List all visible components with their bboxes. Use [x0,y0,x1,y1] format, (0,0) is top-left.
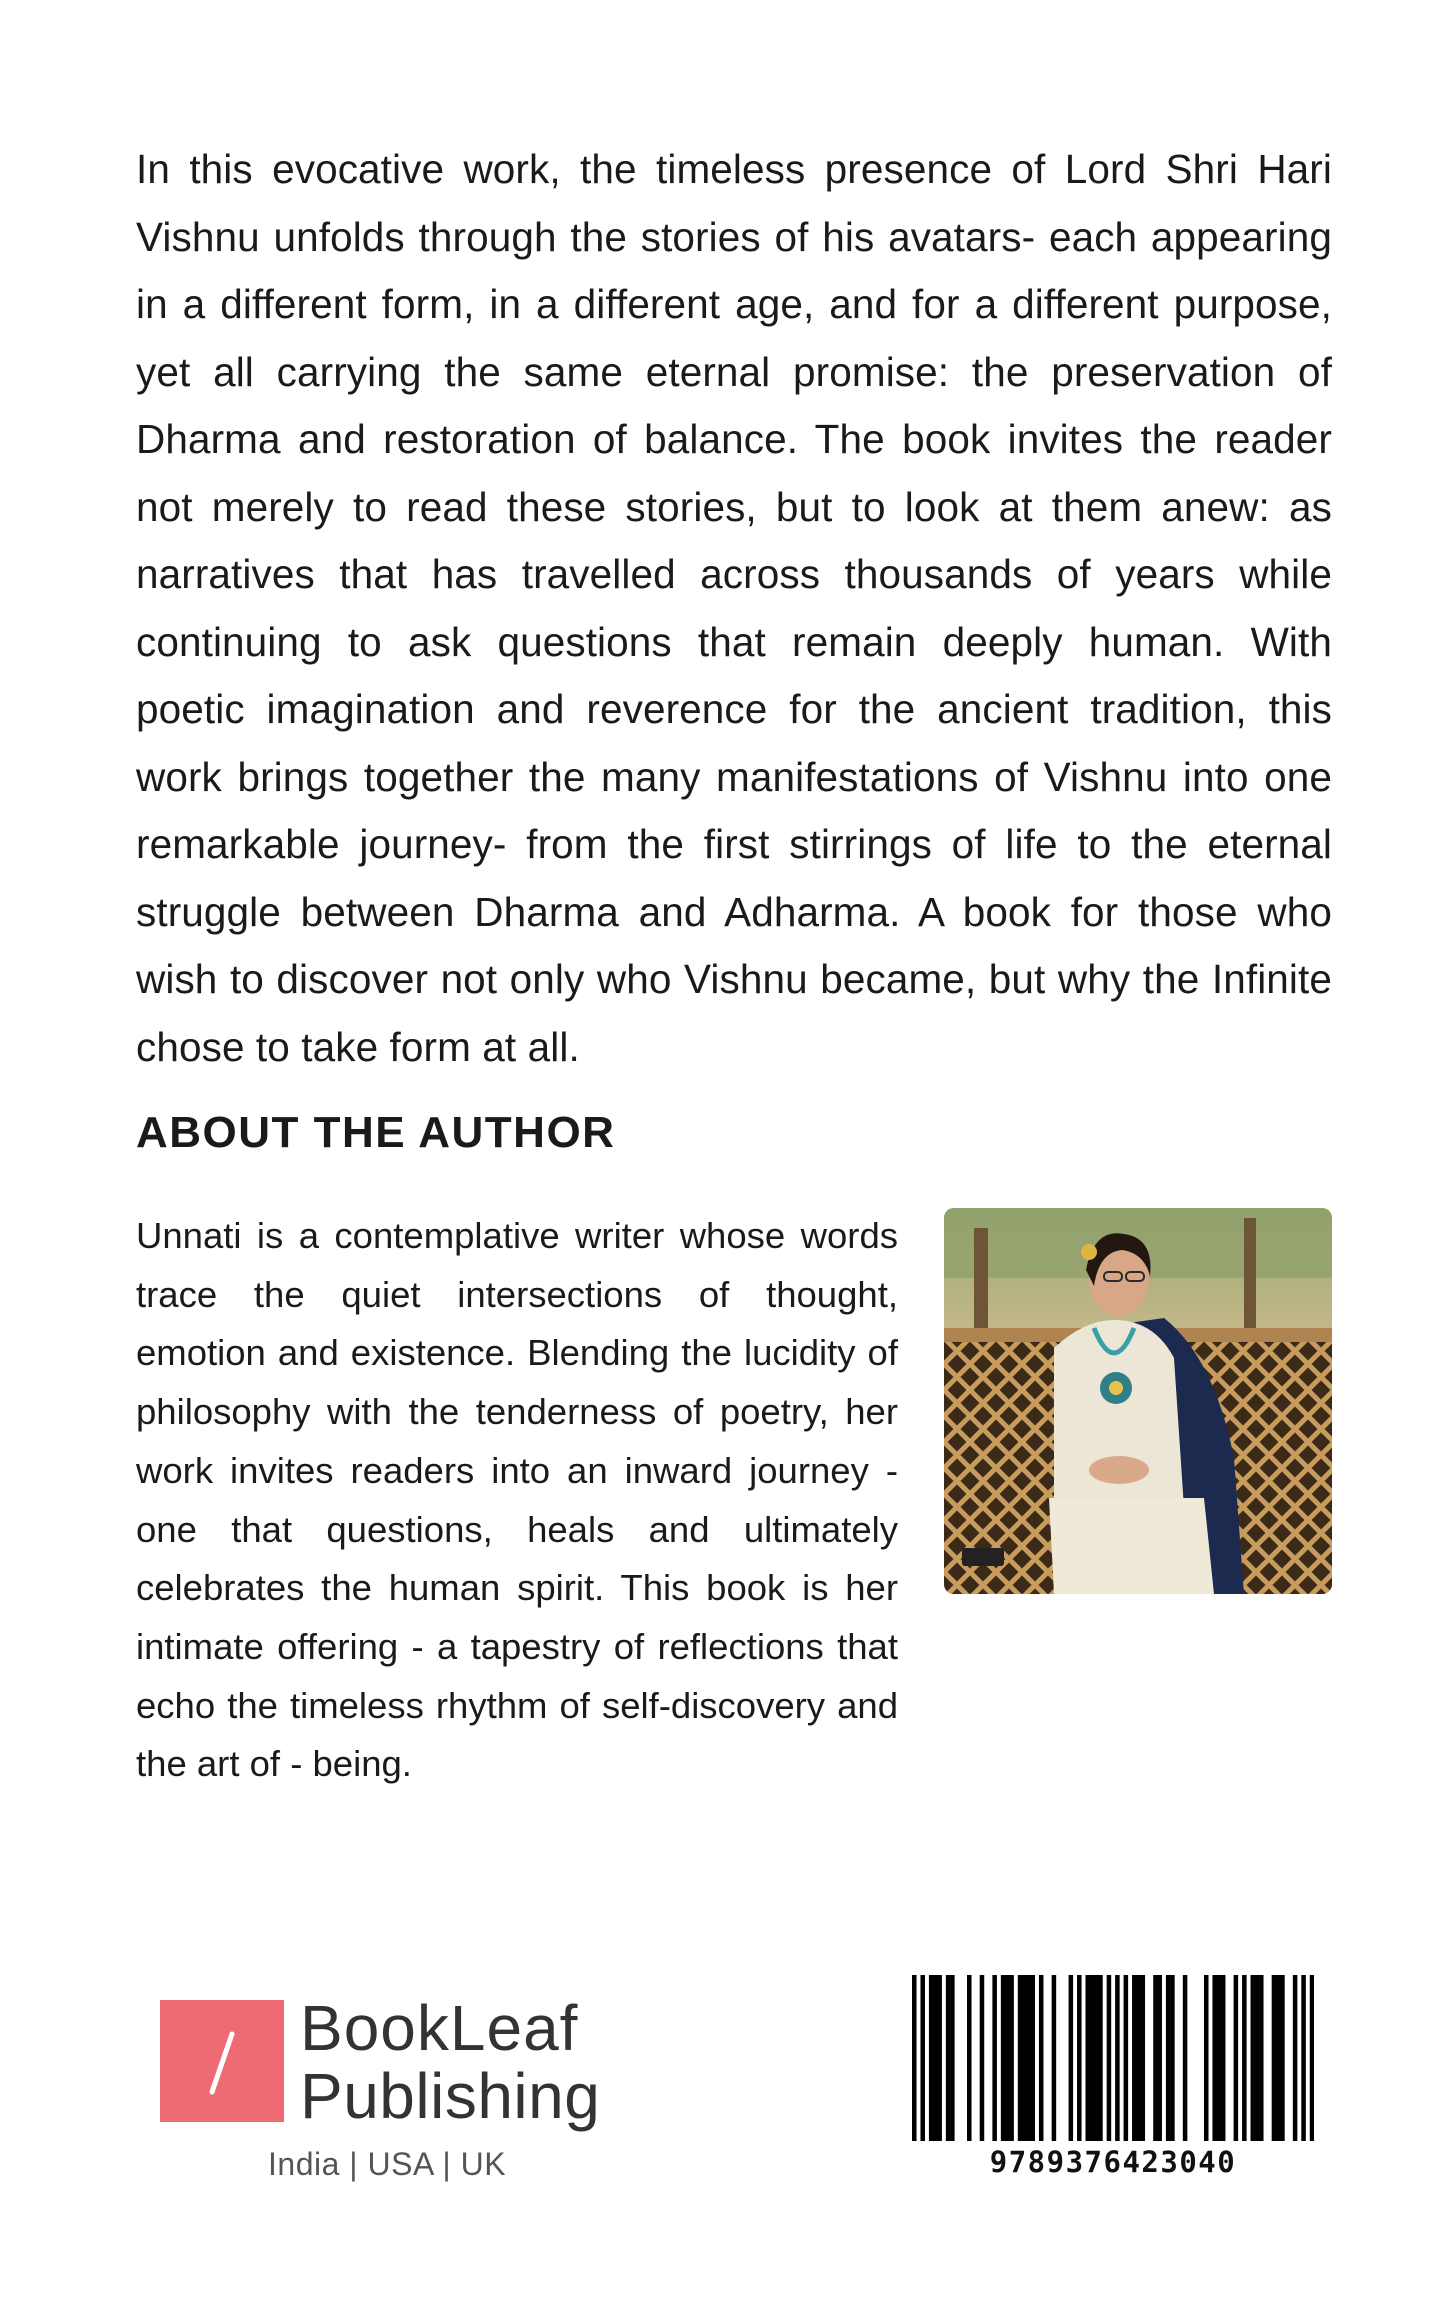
barcode-bar [912,1975,917,2141]
barcode-bar [1022,1975,1027,2141]
barcode-bar [1094,1975,1099,2141]
barcode-bar [1098,1975,1103,2141]
publisher-name-line-1: BookLeaf [300,1992,579,2064]
isbn-barcode [912,1975,1314,2185]
barcode-bar [946,1975,951,2141]
barcode-bar [1107,1975,1112,2141]
barcode-bar [1009,1975,1014,2141]
barcode-bar [1234,1975,1239,2141]
barcode-bar [1090,1975,1095,2141]
barcode-bar [1204,1975,1209,2141]
publisher-regions: India | USA | UK [268,2146,507,2182]
barcode-bar [1030,1975,1035,2141]
barcode-bar [1153,1975,1158,2141]
barcode-bar [967,1975,972,2141]
barcode-bar [1212,1975,1217,2141]
barcode-bar [950,1975,955,2141]
about-author-heading: ABOUT THE AUTHOR [136,1108,616,1157]
barcode-bar [1221,1975,1226,2141]
bookleaf-logo-mark [160,2000,284,2122]
barcode-bar [992,1975,997,2141]
barcode-bar [1183,1975,1188,2141]
barcode-bar [1276,1975,1281,2141]
barcode-bar [1157,1975,1162,2141]
barcode-bar [1005,1975,1010,2141]
author-photo [944,1208,1332,1594]
back-cover-blurb: In this evocative work, the timeless presence of Lord Shri Hari Vishnu unfolds through the stories of his avatars- each appearing in a different form, in a different age, and for a different purpose, yet all carrying the same eternal promise: the preservation of Dharma and restoration of balance. The book invites the reader not merely to read these stories, but to look at them anew: as narratives that has travelled across thousands of years while continuing to ask questions that remain deeply human. With poetic imagination and reverence for the ancient tradition, this work brings together the many manifestations of Vishnu into one remarkable journey- from the first stirrings of life to the eternal struggle between Dharma and Adharma. A book for those who wish to discover not only who Vishnu became, but why the Infinite chose to take form at all. [136,146,1332,1070]
isbn-number: 9789376423040 [989,2145,1237,2179]
barcode-bar [933,1975,938,2141]
barcode-bar [1085,1975,1090,2141]
barcode-bar [1166,1975,1171,2141]
barcode-bar [1132,1975,1137,2141]
barcode-bar [1255,1975,1260,2141]
barcode-bar [1259,1975,1264,2141]
barcode-bar [1069,1975,1074,2141]
barcode-bar [937,1975,942,2141]
barcode-bar [980,1975,985,2141]
barcode-bar [1018,1975,1023,2141]
barcode-bars [912,1975,1314,2141]
barcode-bar [1217,1975,1222,2141]
barcode-bar [929,1975,934,2141]
barcode-bar [1301,1975,1306,2141]
barcode-bar [1052,1975,1057,2141]
barcode-bar [1115,1975,1120,2141]
barcode-bar [1310,1975,1314,2141]
barcode-bar [1026,1975,1031,2141]
author-bio: Unnati is a contemplative writer whose words trace the quiet intersections of thought, emotion and existence. Blending the lucidity of philosophy with the tenderness of poetry, her work invites readers into an inward journey - one that questions, heals and ultimately celebrates the human spirit. This book is her intimate offering - a tapestry of reflections that echo the timeless rhythm of self-discovery and the art of - being. [136,1215,898,1785]
barcode-bar [1280,1975,1285,2141]
barcode-bar [1001,1975,1006,2141]
barcode-bar [1141,1975,1146,2141]
barcode-bar [1077,1975,1082,2141]
barcode-bar [1170,1975,1175,2141]
barcode-bar [1039,1975,1044,2141]
barcode-bar [1242,1975,1247,2141]
barcode-bar [1293,1975,1298,2141]
publisher-name-line-2: Publishing [300,2060,601,2132]
barcode-bar [1124,1975,1129,2141]
barcode-bar [920,1975,925,2141]
barcode-bar [1272,1975,1277,2141]
barcode-bar [1251,1975,1256,2141]
publisher-logo [160,1993,620,2193]
barcode-bar [1136,1975,1141,2141]
